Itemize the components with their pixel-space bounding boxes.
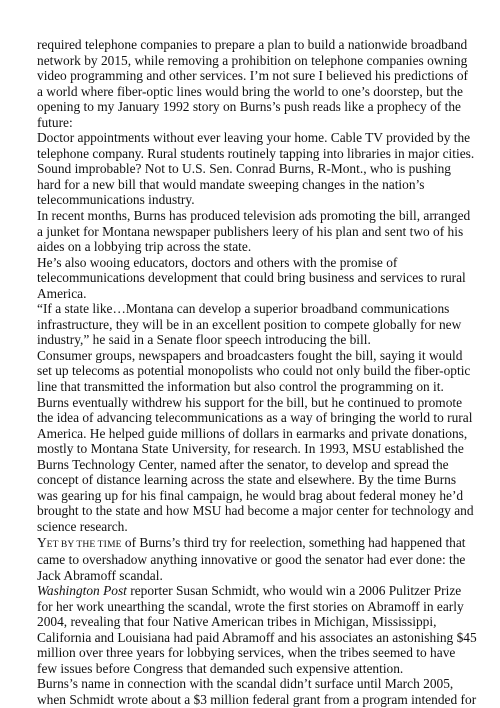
paragraph-quoted-story-opening: Doctor appointments without ever leaving your home. Cable TV provided by the telephone company. Rural students routinely tapping into libraries in major cities. Sound improbable? Not to U.S. Sen. Conrad Burns, R-Mont., who is pushing hard for a new bill that would mandate sweeping changes in the nation’s telecommunications industry. bbox=[37, 130, 475, 208]
publication-name: Washington Post bbox=[37, 583, 127, 599]
paragraph-washington-post bbox=[37, 583, 477, 676]
paragraph-wooing-educators: He’s also wooing educators, doctors and others with the promise of telecommunications development that could bring business and services to rural America. bbox=[37, 254, 466, 301]
document-page bbox=[37, 37, 477, 708]
paragraph-abramoff-intro bbox=[37, 535, 477, 584]
paragraph-senate-quote: “If a state like…Montana can develop a superior broadband communications infrastructure, they will be in an excellent position to compete globally for new industry,” he said in a Senate floor speech introducing the bill. bbox=[37, 301, 462, 348]
paragraph-burns-name-surface: Burns’s name in connection with the scandal didn’t surface until March 2005, when Schmidt wrote about a $3 million federal grant from a program intended for bbox=[37, 676, 477, 707]
paragraph-telecom-bill: required telephone companies to prepare a plan to build a nationwide broadband network by 2015, while removing a prohibition on telephone companies owning video programming and other services. I’m not sure I believed his predictions of a world where fiber-optic lines would bring the world to one’s doorstep, but the opening to my January 1992 story on Burns’s push reads like a prophecy of the future: bbox=[37, 37, 468, 130]
paragraph-tv-ads: In recent months, Burns has produced television ads promoting the bill, arranged a junket for Montana newspaper publishers leery of his plan and sent two of his aides on a lobbying trip across the state. bbox=[37, 208, 471, 255]
paragraph-abramoff-intro-text: of Burns’s third try for reelection, something had happened that came to overshadow anything innovative or good the senator had ever done: the Jack Abramoff scandal. bbox=[37, 534, 466, 583]
paragraph-washington-post-text: reporter Susan Schmidt, who would win a 2006 Pulitzer Prize for her work unearthing the scandal, wrote the first stories on Abramoff in early 2004, revealing that four Native American tribes in Michigan, Mississippi, California and Louisiana had paid Abramoff and his associates an astonishing $45 million over three years for lobbying services, when the tribes seemed to have few issues before Congress that demanded such expensive attention. bbox=[37, 583, 477, 676]
small-caps-lead: ET BY THE TIME bbox=[46, 538, 122, 550]
small-caps-lead-cap: Y bbox=[37, 534, 47, 550]
paragraph-consumer-groups: Consumer groups, newspapers and broadcasters fought the bill, saying it would set up telecoms as potential monopolists who could not only build the fiber-optic line that transmitted the information but also control the programming on it. Burns eventually withdrew his support for the bill, but he continued to promote the idea of advancing telecommunications as a way of bringing the world to rural America. He helped guide millions of dollars in earmarks and private donations, mostly to Montana State University, for research. In 1993, MSU established the Burns Technology Center, named after the senator, to develop and spread the concept of distance learning across the state and elsewhere. By the time Burns was gearing up for his final campaign, he would brag about federal money he’d brought to the state and how MSU had become a major center for technology and science research. bbox=[37, 347, 474, 534]
